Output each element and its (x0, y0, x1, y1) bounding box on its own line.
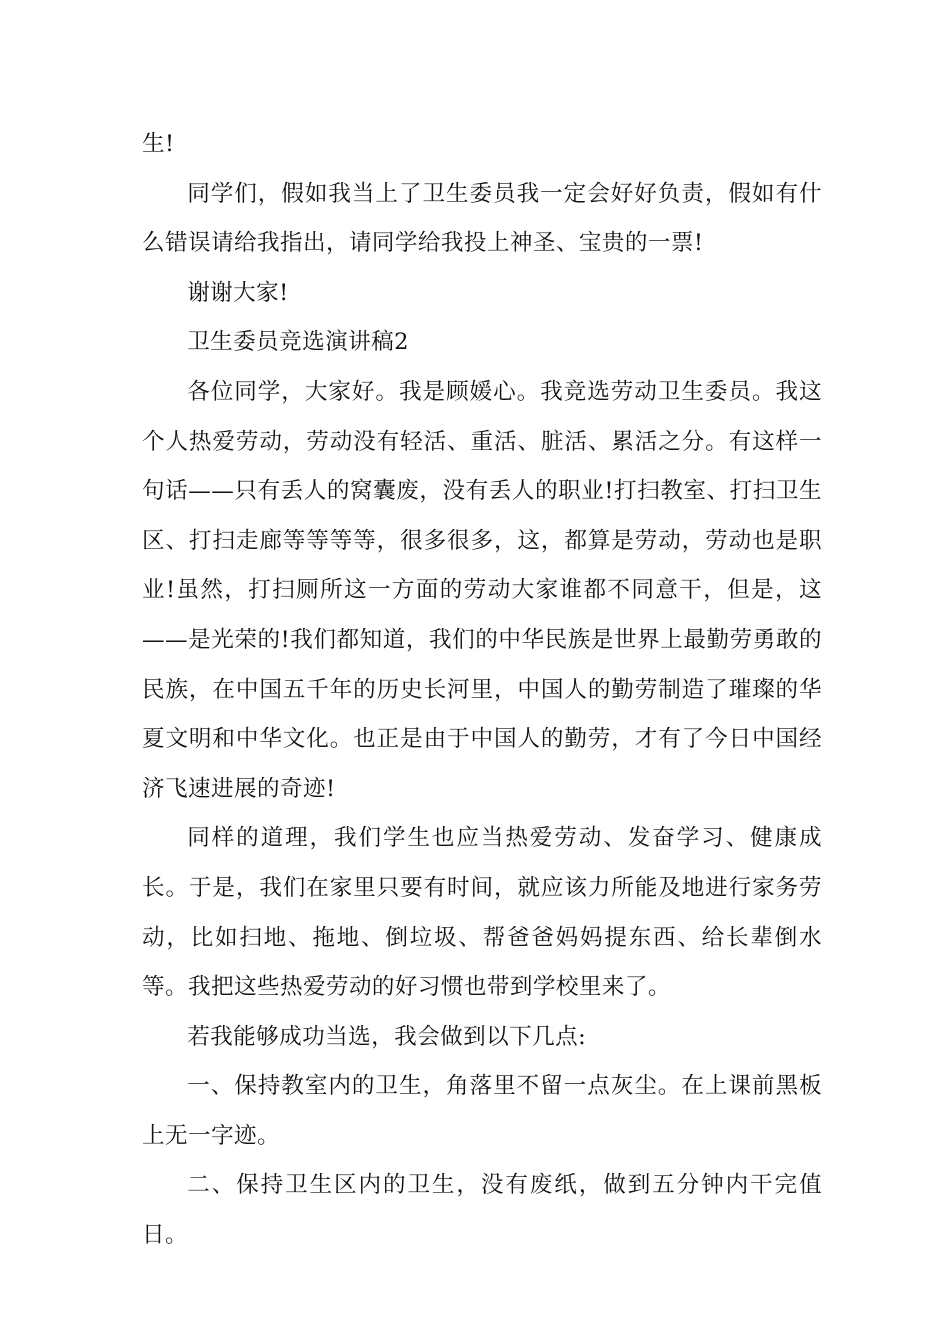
paragraph-promise-one: 一、保持教室内的卫生，角落里不留一点灰尘。在上课前黑板上无一字迹。 (142, 1073, 822, 1149)
document-body (142, 120, 822, 1261)
paragraph-promise-two: 二、保持卫生区内的卫生，没有废纸，做到五分钟内干完值日。 (142, 1172, 822, 1249)
paragraph-thanks: 谢谢大家! (187, 279, 289, 306)
paragraph-introduction: 各位同学，大家好。我是顾媛心。我竞选劳动卫生委员。我这个人热爱劳动，劳动没有轻活、重活、脏活、累活之分。有这样一句话——只有丢人的窝囊废，没有丢人的职业!打扫教室、打扫卫生区、打扫走廊等等等等，很多很多，这，都算是劳动，劳动也是职业!虽然，打扫厕所这一方面的劳动大家谁都不同意干，但是，这——是光荣的!我们都知道，我们的中华民族是世界上最勤劳勇敢的民族，在中国五千年的历史长河里，中国人的勤劳制造了璀璨的华夏文明和中华文化。也正是由于中国人的勤劳，才有了今日中国经济飞速进展的奇迹! (142, 378, 822, 802)
section-title: 卫生委员竞选演讲稿2 (187, 329, 409, 356)
paragraph-continuation: 生! (142, 131, 175, 157)
paragraph-pledge: 同学们，假如我当上了卫生委员我一定会好好负责，假如有什么错误请给我指出，请同学给我投上神圣、宝贵的一票! (142, 180, 822, 257)
paragraph-student-duty: 同样的道理，我们学生也应当热爱劳动、发奋学习、健康成长。于是，我们在家里只要有时间，就应该力所能及地进行家务劳动，比如扫地、拖地、倒垃圾、帮爸爸妈妈提东西、给长辈倒水等。我把这些热爱劳动的好习惯也带到学校里来了。 (142, 825, 822, 1001)
paragraph-promise-intro: 若我能够成功当选，我会做到以下几点: (187, 1023, 587, 1050)
